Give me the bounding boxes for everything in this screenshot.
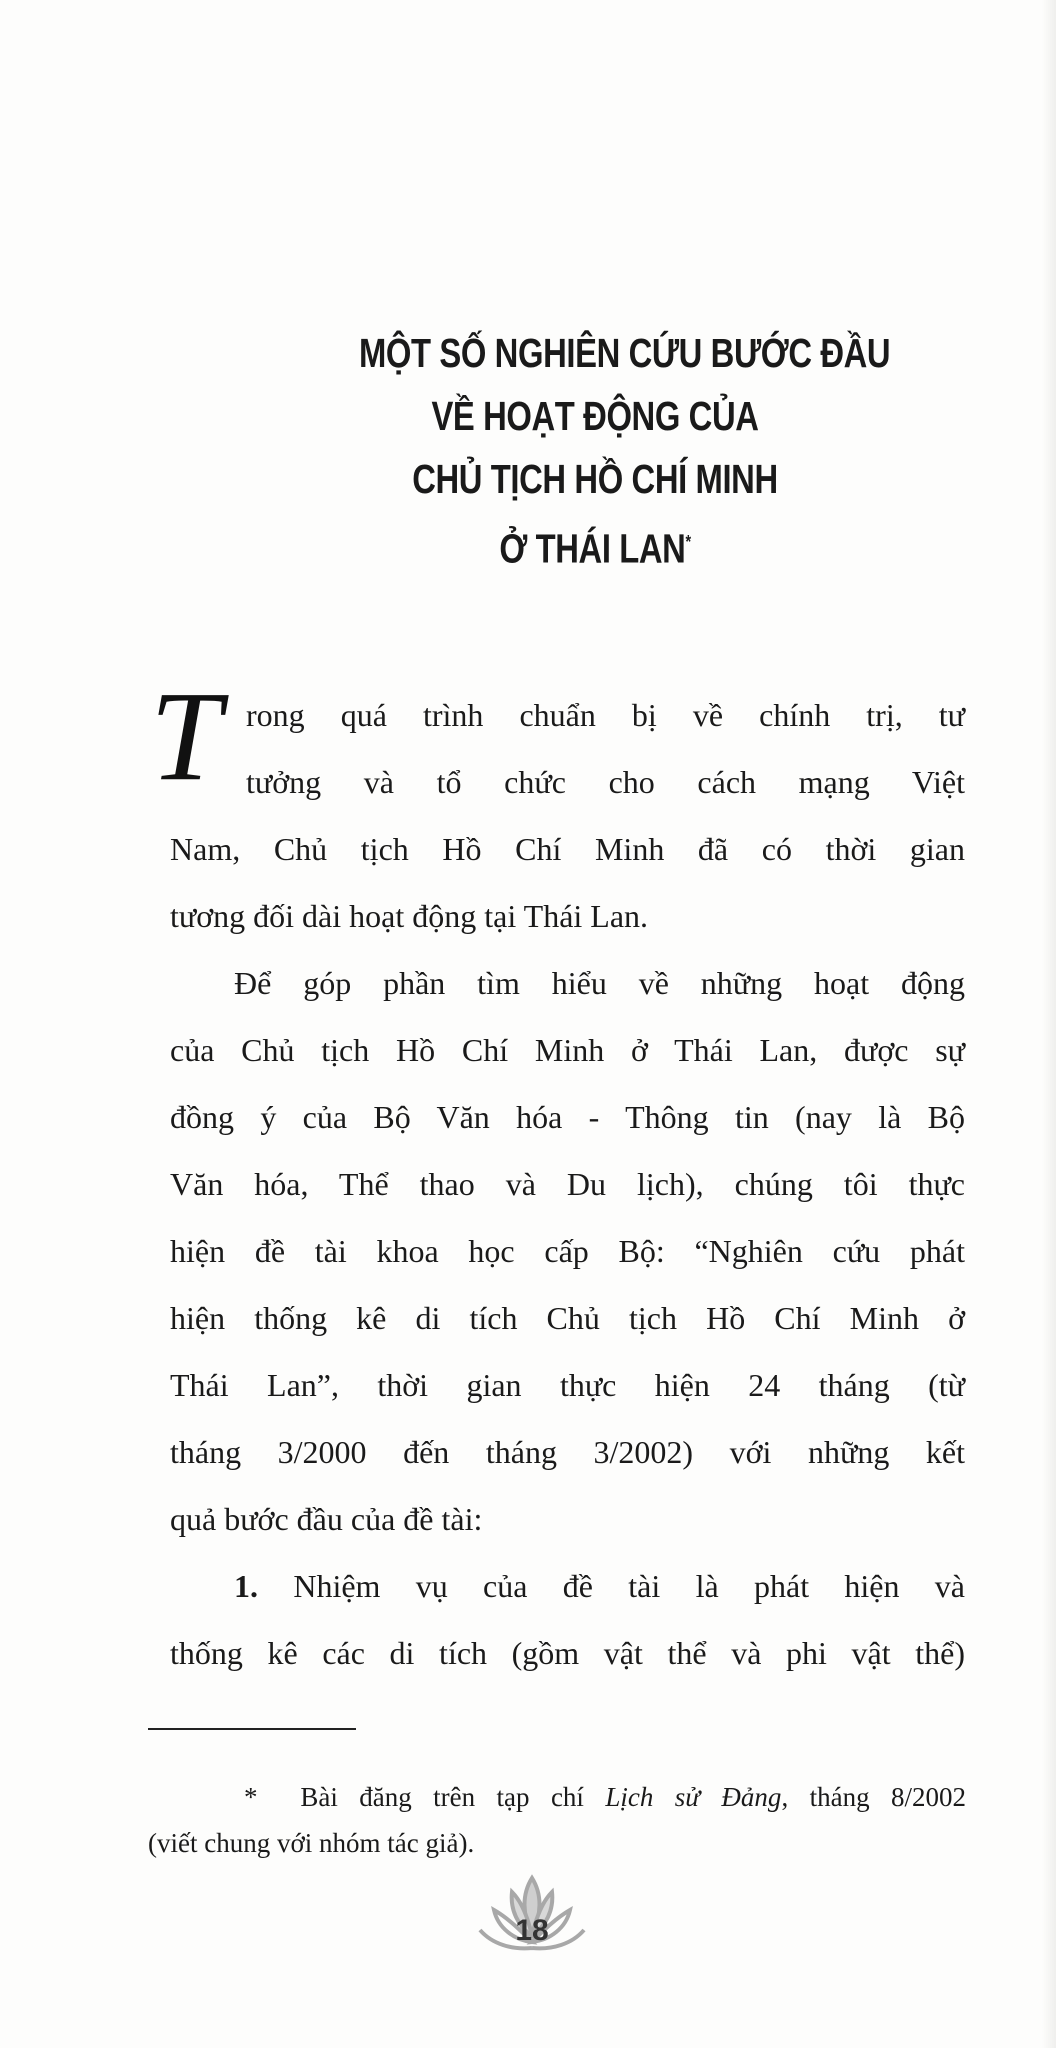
footnote-line (148, 1774, 966, 1820)
text-line: quả bước đầu của đề tài: (170, 1501, 483, 1537)
text-line: đồng ý của Bộ Văn hóa - Thông tin (nay là Bộ (170, 1099, 965, 1135)
body-text (170, 682, 965, 1687)
text-line: hiện đề tài khoa học cấp Bộ: “Nghiên cứu phát (170, 1233, 965, 1269)
footnote (148, 1774, 966, 1866)
footnote-divider (148, 1728, 356, 1730)
footnote-mark: * (244, 1782, 258, 1812)
footnote-text: Bài đăng trên tạp chí (300, 1782, 606, 1812)
title-line: CHỦ TỊCH HỒ CHÍ MINH (412, 456, 778, 502)
text-line: Thái Lan”, thời gian thực hiện 24 tháng (từ (170, 1367, 965, 1403)
chapter-title (300, 322, 890, 581)
title-line (359, 511, 831, 581)
title-line: VỀ HOẠT ĐỘNG CỦA (431, 393, 759, 439)
text-line: tháng 3/2000 đến tháng 3/2002) với những kết (170, 1434, 965, 1470)
page-number-ornament (472, 1874, 592, 1954)
page-edge (1042, 0, 1056, 2048)
title-line: MỘT SỐ NGHIÊN CỨU BƯỚC ĐẦU (359, 330, 891, 376)
text-line: của Chủ tịch Hồ Chí Minh ở Thái Lan, được sự (170, 1032, 965, 1068)
item-number: 1. (234, 1568, 258, 1604)
journal-name: Lịch sử Đảng (605, 1782, 782, 1812)
text-line: Nam, Chủ tịch Hồ Chí Minh đã có thời gian (170, 831, 965, 867)
drop-cap: T (150, 665, 222, 807)
text-line: Văn hóa, Thể thao và Du lịch), chúng tôi thực (170, 1166, 965, 1202)
footnote-mark: * (685, 532, 691, 552)
text-line: Để góp phần tìm hiểu về những hoạt động (234, 965, 965, 1001)
text-line: tưởng và tổ chức cho cách mạng Việt (246, 764, 965, 800)
text-line: hiện thống kê di tích Chủ tịch Hồ Chí Minh ở (170, 1300, 965, 1336)
footnote-text: , tháng 8/2002 (781, 1782, 967, 1812)
title-line-text: Ở THÁI LAN (499, 525, 686, 572)
text-line (170, 1553, 965, 1620)
footnote-line: (viết chung với nhóm tác giả). (148, 1828, 475, 1858)
item-text: Nhiệm vụ của đề tài là phát hiện và (293, 1568, 966, 1604)
text-line: tương đối dài hoạt động tại Thái Lan. (170, 898, 649, 934)
text-line: thống kê các di tích (gồm vật thể và phi vật thể) (170, 1635, 965, 1671)
page-number: 18 (515, 1914, 549, 1947)
text-line: rong quá trình chuẩn bị về chính trị, tư (246, 697, 965, 733)
